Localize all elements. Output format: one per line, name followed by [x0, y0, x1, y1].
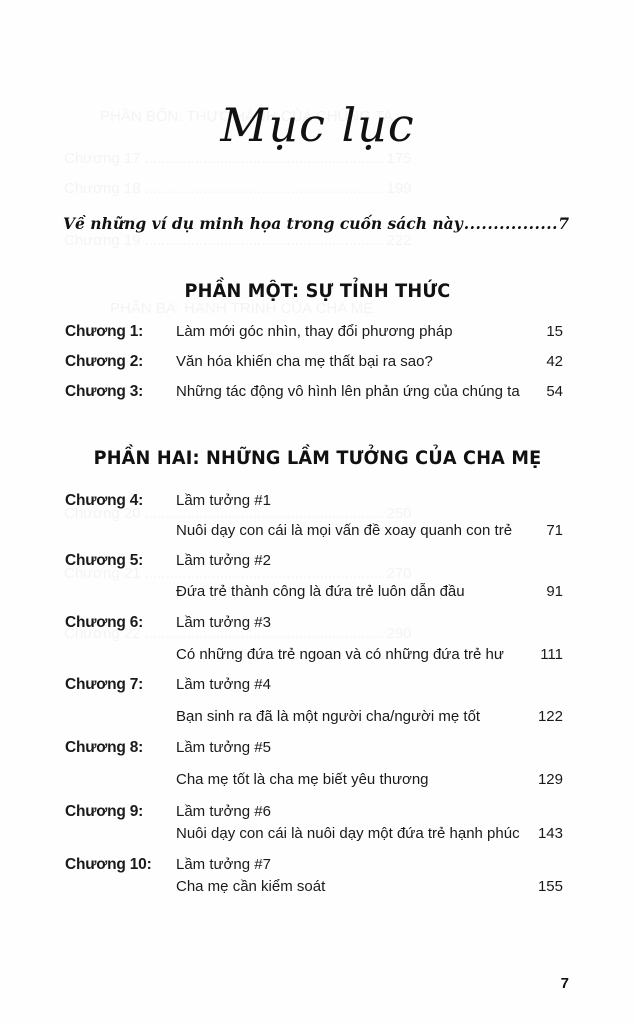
- bleed-through-text: [64, 232, 412, 249]
- toc-entry-chapter-2[interactable]: [0, 353, 635, 375]
- chapter-number: Chương 2:: [65, 353, 144, 370]
- chapter-title: Những tác động vô hình lên phản ứng của chúng ta: [176, 383, 520, 400]
- toc-entry-chapter-7[interactable]: [0, 676, 635, 698]
- chapter-title: Cha mẹ cần kiểm soát: [176, 878, 326, 895]
- toc-entry-chapter-6[interactable]: [0, 614, 635, 636]
- chapter-myth-label: Lầm tưởng #5: [176, 739, 271, 756]
- bleed-through-text: [64, 150, 412, 167]
- toc-entry-chapter-10[interactable]: [0, 856, 635, 878]
- chapter-myth-label: Lầm tưởng #6: [176, 803, 271, 820]
- chapter-number: Chương 10:: [65, 856, 152, 873]
- chapter-myth-label: Lầm tưởng #1: [176, 492, 271, 509]
- chapter-title: Cha mẹ tốt là cha mẹ biết yêu thương: [176, 771, 429, 788]
- chapter-number: Chương 3:: [65, 383, 144, 400]
- toc-entry-chapter-5[interactable]: [0, 552, 635, 574]
- page-title: Mục lục: [220, 98, 415, 152]
- chapter-title: Văn hóa khiến cha mẹ thất bại ra sao?: [176, 353, 433, 370]
- chapter-myth-label: Lầm tưởng #7: [176, 856, 271, 873]
- chapter-page: 71: [546, 522, 563, 539]
- toc-entry-chapter-7-title[interactable]: [0, 708, 635, 730]
- toc-entry-chapter-8-title[interactable]: [0, 771, 635, 793]
- chapter-title: Đứa trẻ thành công là đứa trẻ luôn dẫn đầu: [176, 583, 465, 600]
- chapter-page: 111: [540, 646, 563, 663]
- bleed-through-text: [64, 180, 412, 197]
- toc-entry-chapter-4[interactable]: [0, 492, 635, 514]
- chapter-title: Bạn sinh ra đã là một người cha/người mẹ tốt: [176, 708, 481, 725]
- chapter-number: Chương 5:: [65, 552, 144, 569]
- chapter-page: 155: [537, 878, 563, 895]
- chapter-page: 129: [537, 771, 563, 788]
- chapter-page: 91: [546, 583, 563, 600]
- chapter-myth-label: Lầm tưởng #3: [176, 614, 271, 631]
- part-heading-1: PHẦN MỘT: SỰ TỈNH THỨC: [184, 280, 451, 302]
- toc-entry-chapter-10-title[interactable]: [0, 878, 635, 900]
- chapter-myth-label: Lầm tưởng #2: [176, 552, 271, 569]
- dot-leader: [464, 214, 557, 233]
- bleed-through-text: [110, 300, 373, 317]
- chapter-number: Chương 9:: [65, 803, 144, 820]
- chapter-page: 15: [546, 323, 563, 340]
- chapter-number: Chương 6:: [65, 614, 144, 631]
- toc-entry-chapter-3[interactable]: [0, 383, 635, 405]
- chapter-title: Nuôi dạy con cái là nuôi dạy một đứa trẻ hạnh phúc: [176, 825, 520, 842]
- page-number: 7: [560, 975, 569, 992]
- chapter-number: Chương 8:: [65, 739, 144, 756]
- chapter-number: Chương 7:: [65, 676, 144, 693]
- toc-entry-intro[interactable]: [63, 214, 569, 233]
- toc-entry-page: 7: [558, 214, 569, 233]
- part-heading-2: PHẦN HAI: NHỮNG LẦM TƯỞNG CỦA CHA MẸ: [93, 447, 542, 469]
- toc-entry-chapter-5-title[interactable]: [0, 583, 635, 605]
- chapter-myth-label: Lầm tưởng #4: [176, 676, 271, 693]
- toc-entry-chapter-4-title[interactable]: [0, 522, 635, 544]
- chapter-page: 122: [537, 708, 563, 725]
- chapter-page: 42: [546, 353, 563, 370]
- toc-entry-label: Về những ví dụ minh họa trong cuốn sách này: [63, 214, 463, 233]
- chapter-title: Nuôi dạy con cái là mọi vấn đề xoay quanh con trẻ: [176, 522, 513, 539]
- toc-entry-chapter-9[interactable]: [0, 803, 635, 825]
- chapter-title: Có những đứa trẻ ngoan và có những đứa trẻ hư: [176, 646, 504, 663]
- chapter-title: Làm mới góc nhìn, thay đổi phương pháp: [176, 323, 453, 340]
- chapter-number: Chương 4:: [65, 492, 144, 509]
- chapter-number: Chương 1:: [65, 323, 144, 340]
- toc-entry-chapter-9-title[interactable]: [0, 825, 635, 847]
- toc-entry-chapter-8[interactable]: [0, 739, 635, 761]
- toc-entry-chapter-1[interactable]: [0, 323, 635, 345]
- chapter-page: 54: [546, 383, 563, 400]
- chapter-page: 143: [537, 825, 563, 842]
- toc-entry-chapter-6-title[interactable]: [0, 646, 635, 668]
